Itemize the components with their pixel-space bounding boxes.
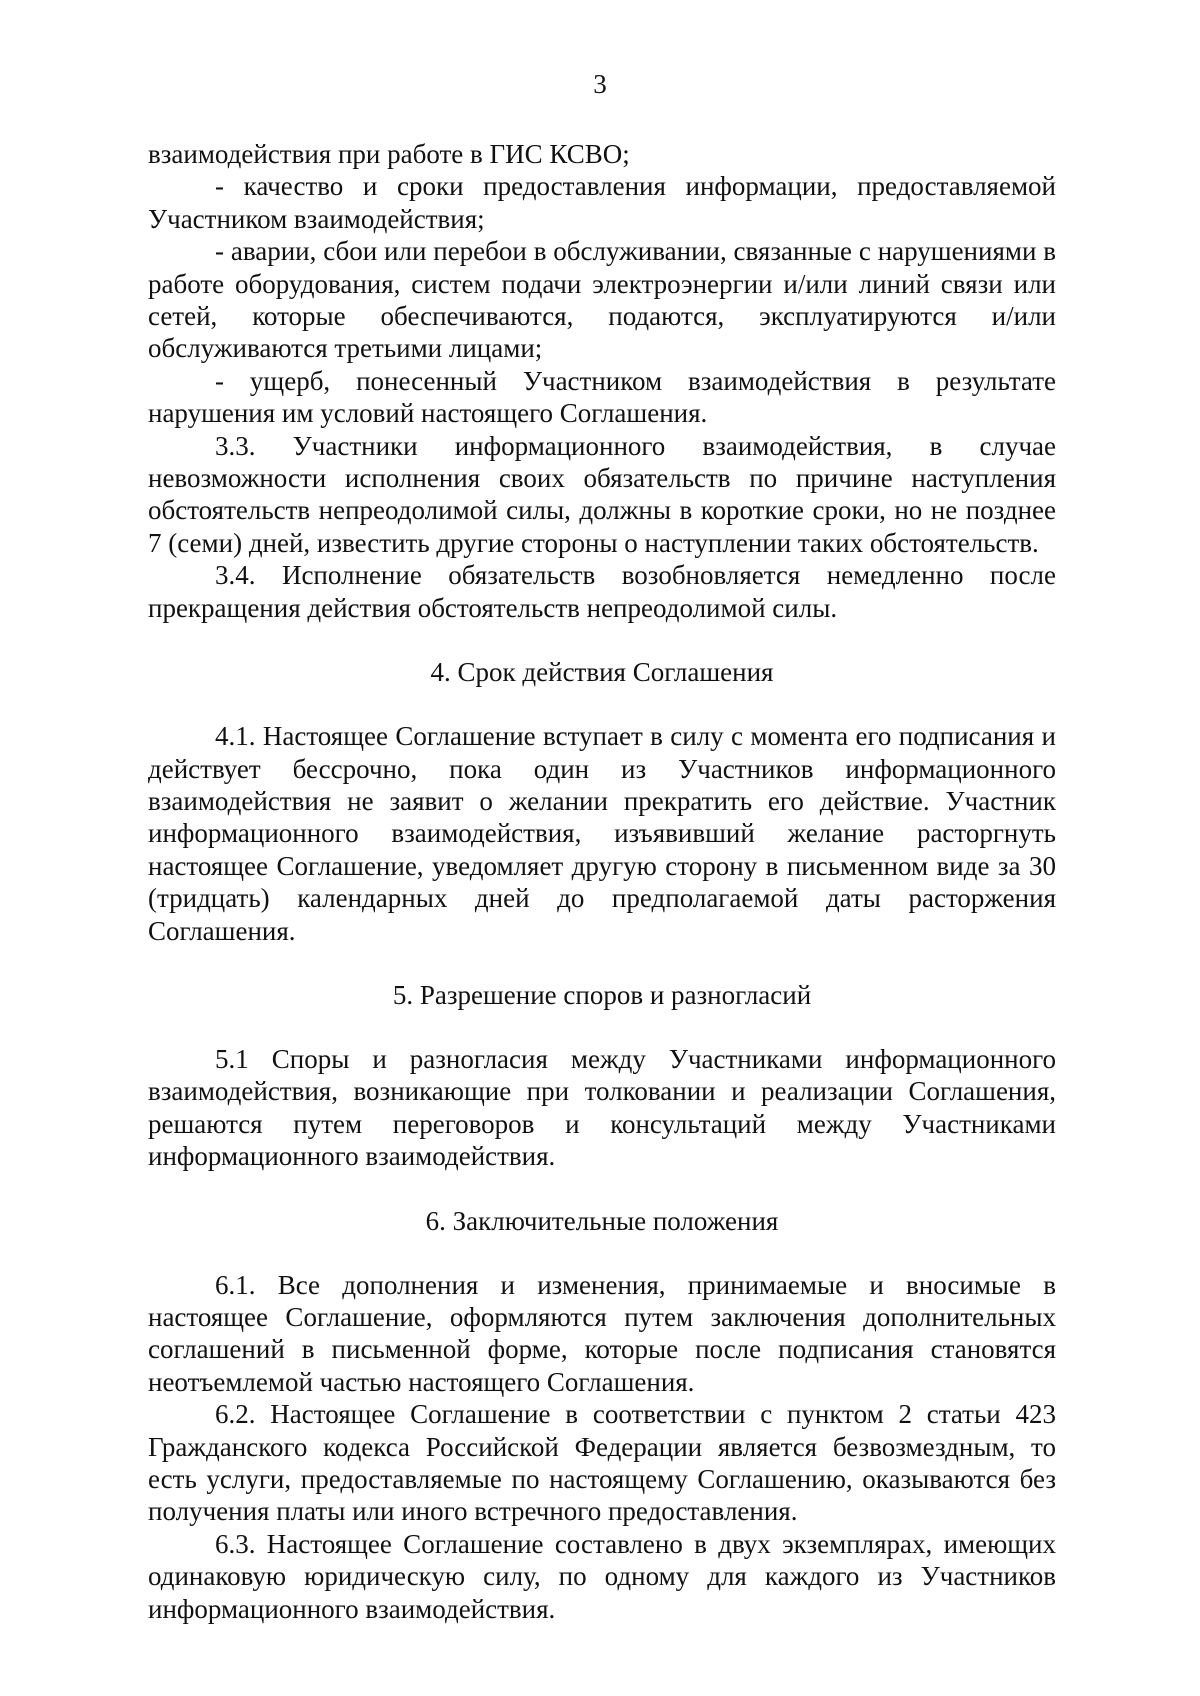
- spacer: [148, 1011, 1056, 1043]
- paragraph-3-4: 3.4. Исполнение обязательств возобновляется немедленно после прекращения действия обстоятельств непреодолимой силы.: [148, 560, 1056, 623]
- document-body: [148, 138, 1056, 1625]
- paragraph-6-2: 6.2. Настоящее Соглашение в соответствии с пунктом 2 статьи 423 Гражданского кодекса Российской Федерации является безвозмездным, то есть услуги, предоставляемые по настоящему Соглашению, оказываются без получения платы или иного встречного предоставления.: [148, 1399, 1056, 1527]
- paragraph-6-1: 6.1. Все дополнения и изменения, принимаемые и вносимые в настоящее Соглашение, оформляются путем заключения дополнительных соглашений в письменной форме, которые после подписания становятся неотъемлемой частью настоящего Соглашения.: [148, 1269, 1056, 1397]
- paragraph-6-3: 6.3. Настоящее Соглашение составлено в двух экземплярах, имеющих одинаковую юридическую силу, по одному для каждого из Участников информационного взаимодействия.: [148, 1528, 1056, 1624]
- section-heading-4: 4. Срок действия Соглашения: [430, 657, 774, 688]
- spacer: [148, 947, 1056, 979]
- spacer: [148, 624, 1056, 656]
- paragraph-3-3: 3.3. Участники информационного взаимодействия, в случае невозможности исполнения своих обязательств по причине наступления обстоятельств непреодолимой силы, должны в короткие сроки, но не позднее 7 (семи) дней, известить другие стороны о наступлении таких обстоятельств.: [148, 430, 1056, 558]
- paragraph-5-1: 5.1 Споры и разногласия между Участниками информационного взаимодействия, возникающие при толковании и реализации Соглашения, решаются путем переговоров и консультаций между Участниками информационного взаимодействия.: [148, 1043, 1056, 1172]
- spacer: [148, 1173, 1056, 1205]
- paragraph-4-1: 4.1. Настоящее Соглашение вступает в силу с момента его подписания и действует бессрочно, пока один из Участников информационного взаимодействия не заявит о желании прекратить его действие. Участник информационного взаимодействия, изъявивший желание расторгнуть настоящее Соглашение, уведомляет другую сторону в письменном виде за 30 (тридцать) календарных дней до предполагаемой даты расторжения Соглашения.: [148, 721, 1056, 946]
- section-heading-5: 5. Разрешение споров и разногласий: [392, 979, 812, 1010]
- spacer: [148, 1237, 1056, 1269]
- page-number: 3: [593, 69, 607, 99]
- paragraph-quality-terms: - качество и сроки предоставления информации, предоставляемой Участником взаимодействия;: [148, 171, 1056, 234]
- paragraph-damage: - ущерб, понесенный Участником взаимодействия в результате нарушения им условий настоящего Соглашения.: [148, 365, 1056, 429]
- paragraph-accidents: - аварии, сбои или перебои в обслуживании, связанные с нарушениями в работе оборудования, систем подачи электроэнергии и/или линий связи или сетей, которые обеспечиваются, подаются, эксплуатируются и/или обслуживаются третьими лицами;: [148, 236, 1056, 364]
- paragraph-continuation: взаимодействия при работе в ГИС КСВО;: [148, 139, 630, 169]
- spacer: [148, 688, 1056, 720]
- section-heading-6: 6. Заключительные положения: [425, 1205, 779, 1236]
